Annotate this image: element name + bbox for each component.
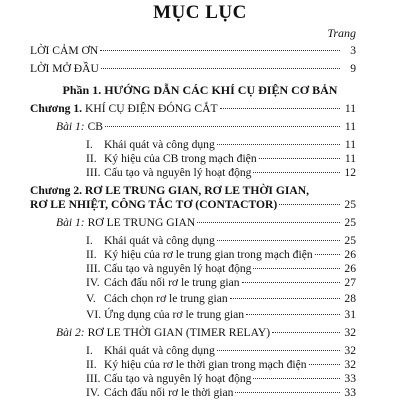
entry-page: 11 — [344, 120, 356, 133]
item-label: Ký hiệu của rơ le trung gian trong mạch điện — [104, 248, 313, 261]
entry-page: 11 — [344, 138, 356, 151]
entry-label — [86, 344, 215, 358]
toc-entry-item[interactable] — [86, 372, 356, 386]
dot-leader — [105, 126, 340, 127]
chapter-title: KHÍ CỤ ĐIỆN ĐÓNG CẮT — [84, 102, 218, 115]
entry-page: 25 — [344, 234, 356, 247]
entry-label — [30, 102, 218, 116]
entry-page: 26 — [344, 262, 356, 275]
dot-leader — [100, 50, 340, 51]
dot-leader — [259, 158, 340, 159]
item-label: Cách đấu nối rơ le thời gian — [104, 386, 234, 399]
entry-label — [86, 138, 215, 152]
item-number: III. — [86, 262, 101, 275]
dot-leader — [101, 68, 340, 69]
item-number: I. — [86, 138, 93, 151]
lesson-prefix: Bài 1: — [56, 120, 85, 133]
item-number: I. — [86, 344, 93, 357]
item-number: IV. — [86, 386, 100, 399]
dot-leader — [217, 240, 340, 241]
entry-page: 25 — [344, 198, 356, 211]
entry-page: 33 — [344, 372, 356, 385]
toc-entry-item[interactable] — [86, 248, 356, 262]
toc-entry-item[interactable] — [86, 234, 356, 248]
item-label: Khái quát và công dụng — [104, 138, 215, 151]
dot-leader — [253, 268, 340, 269]
item-number: II. — [86, 358, 97, 371]
dot-leader — [217, 350, 340, 351]
toc-entry-ch2-bai2[interactable] — [56, 326, 356, 340]
item-label: Ứng dụng của rơ le trung gian — [104, 308, 245, 321]
toc-entry-chapter-1[interactable] — [30, 102, 356, 116]
dot-leader — [242, 282, 340, 283]
toc-entry-item[interactable] — [86, 166, 356, 180]
entry-label — [56, 326, 270, 340]
entry-page: 27 — [344, 276, 356, 289]
entry-label — [86, 152, 257, 166]
lesson-prefix: Bài 1: — [56, 216, 85, 229]
toc-entry-ch1-bai1[interactable] — [56, 120, 356, 134]
item-number: IV. — [86, 276, 100, 289]
dot-leader — [309, 364, 340, 365]
entry-label — [86, 166, 251, 180]
item-number: III. — [86, 166, 101, 179]
toc-entry-item[interactable] — [86, 152, 356, 166]
entry-label — [86, 308, 244, 322]
lesson-title: CB — [87, 120, 104, 133]
toc-entry-ch2-bai1[interactable] — [56, 216, 356, 230]
item-label: Cấu tạo và nguyên lý hoạt động — [104, 262, 252, 275]
toc-entry-item[interactable] — [86, 386, 356, 400]
entry-page: 11 — [344, 152, 356, 165]
dot-leader — [253, 378, 340, 379]
entry-label — [86, 262, 251, 276]
entry-label: LỜI CẢM ƠN — [30, 44, 99, 57]
toc-entry-item[interactable] — [86, 344, 356, 358]
entry-page: 31 — [344, 308, 356, 321]
entry-label: LỜI MỞ ĐẦU — [30, 62, 99, 75]
entry-page: 11 — [344, 102, 356, 115]
toc-entry-loi-mo-dau[interactable] — [30, 62, 356, 76]
lesson-title: RƠ LE TRUNG GIAN — [87, 216, 196, 229]
entry-label — [86, 372, 251, 386]
lesson-title: RƠ LE THỜI GIAN (TIMER RELAY) — [87, 326, 271, 339]
entry-label — [56, 216, 195, 230]
dot-leader — [272, 332, 340, 333]
dot-leader — [315, 254, 340, 255]
item-number: II. — [86, 152, 97, 165]
dot-leader — [246, 314, 340, 315]
chapter-prefix: Chương 1. — [30, 102, 83, 115]
entry-page: 32 — [344, 326, 356, 339]
item-label: Khái quát và công dụng — [104, 344, 215, 357]
toc-entry-item[interactable] — [86, 292, 356, 306]
toc-entry-item[interactable] — [86, 276, 356, 290]
dot-leader — [253, 172, 340, 173]
entry-label — [86, 358, 307, 372]
entry-page: 26 — [344, 248, 356, 261]
entry-page: 32 — [344, 344, 356, 357]
item-label: Ký hiệu của CB trong mạch điện — [104, 152, 257, 165]
toc-entry-chapter-2[interactable] — [30, 198, 356, 212]
entry-label — [86, 234, 215, 248]
item-label: Cách chọn rơ le trung gian — [104, 292, 228, 305]
toc-entry-item[interactable] — [86, 358, 356, 372]
entry-page: 33 — [344, 386, 356, 399]
item-number: III. — [86, 372, 101, 385]
entry-page: 12 — [344, 166, 356, 179]
page-column-header: Trang — [327, 26, 356, 40]
dot-leader — [235, 392, 340, 393]
entry-page: 25 — [344, 216, 356, 229]
item-label: Cách đấu nối rơ le trung gian — [104, 276, 240, 289]
entry-label — [86, 386, 233, 400]
dot-leader — [230, 298, 340, 299]
entry-label — [86, 248, 313, 262]
entry-label: RƠ LE NHIỆT, CÔNG TẮC TƠ (CONTACTOR) — [30, 198, 278, 211]
entry-label — [86, 276, 240, 290]
entry-page: 3 — [350, 44, 356, 57]
item-label: Ký hiệu của rơ le thời gian trong mạch điện — [104, 358, 307, 371]
lesson-prefix: Bài 2: — [56, 326, 85, 339]
dot-leader — [279, 204, 340, 205]
entry-page: 28 — [344, 292, 356, 305]
part-heading: Phần 1. HƯỚNG DẪN CÁC KHÍ CỤ ĐIỆN CƠ BẢN — [62, 83, 338, 97]
item-number: II. — [86, 248, 97, 261]
entry-label — [86, 292, 228, 306]
toc-entry-item[interactable] — [86, 138, 356, 152]
item-number: VI. — [86, 308, 102, 321]
chapter-2-heading-line1: Chương 2. RƠ LE TRUNG GIAN, RƠ LE THỜI GIAN, — [30, 184, 310, 197]
dot-leader — [217, 144, 340, 145]
item-label: Cấu tạo và nguyên lý hoạt động — [104, 166, 252, 179]
item-number: V. — [86, 292, 96, 305]
dot-leader — [220, 108, 340, 109]
dot-leader — [197, 222, 340, 223]
entry-label — [56, 120, 103, 134]
entry-page: 9 — [350, 62, 356, 75]
toc-title: MỤC LỤC — [153, 2, 247, 23]
item-label: Cấu tạo và nguyên lý hoạt động — [104, 372, 252, 385]
toc-entry-loi-cam-on[interactable] — [30, 44, 356, 58]
toc-entry-item[interactable] — [86, 308, 356, 322]
item-label: Khái quát và công dụng — [104, 234, 215, 247]
toc-entry-item[interactable] — [86, 262, 356, 276]
item-number: I. — [86, 234, 93, 247]
entry-page: 32 — [344, 358, 356, 371]
